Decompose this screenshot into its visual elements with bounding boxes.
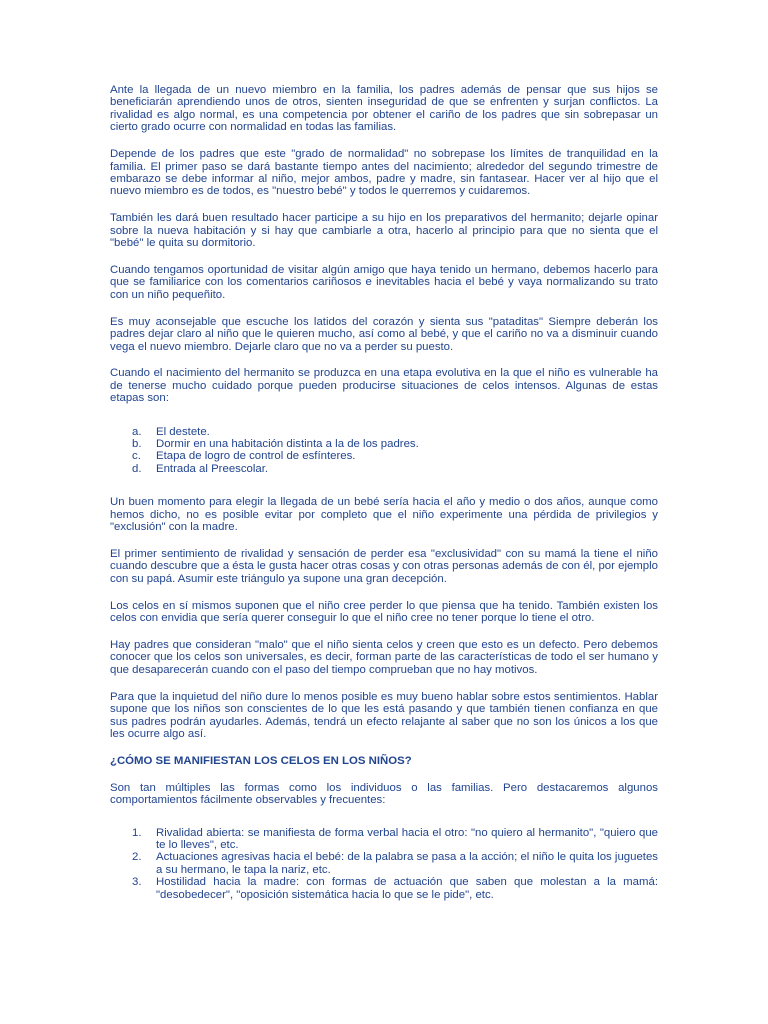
paragraph: Los celos en sí mismos suponen que el niño cree perder lo que piensa que ha tenido. También existen los celos con envidia que sería querer conseguir lo que el niño cree no tener porque lo tiene el otro. — [110, 599, 658, 625]
paragraph: Cuando tengamos oportunidad de visitar algún amigo que haya tenido un hermano, debemos hacerlo para que se familiarice con los comentarios cariñosos e inevitables hacia el bebé y vaya normalizando su trato con un niño pequeñito. — [110, 263, 658, 301]
list-marker: 2. — [132, 851, 142, 864]
list-item-text: Entrada al Preescolar. — [156, 462, 269, 475]
section-heading: ¿CÓMO SE MANIFIESTAN LOS CELOS EN LOS NIÑOS? — [110, 754, 412, 767]
list-marker: d. — [132, 462, 142, 475]
list-item — [110, 426, 658, 438]
list-marker: b. — [132, 438, 142, 451]
paragraph: Un buen momento para elegir la llegada de un bebé sería hacia el año y medio o dos años, aunque como hemos dicho, no es posible evitar por completo que el niño experimente una pérdida de privilegios y "exclusión" con la madre. — [110, 496, 658, 534]
list-item-text: Etapa de logro de control de esfínteres. — [156, 450, 356, 463]
list-item-text: Rivalidad abierta: se manifiesta de forma verbal hacia el otro: "no quiero al hermanito", "quiero que te lo lleves", etc. — [156, 826, 658, 851]
list-item-text: El destete. — [156, 425, 210, 438]
list-item-text: Hostilidad hacia la madre: con formas de actuación que saben que molestan a la mamá: "desobedecer", "oposición sistemática hacia lo que se le pide", etc. — [156, 876, 658, 901]
list-item — [110, 438, 658, 450]
list-item — [110, 876, 658, 901]
list-item — [110, 851, 658, 876]
paragraph: Para que la inquietud del niño dure lo menos posible es muy bueno hablar sobre estos sentimientos. Hablar supone que los niños son conscientes de lo que les está pasando y que también tienen confianza en que sus padres podrán ayudarles. Además, tendrá un efecto relajante al saber que no son los únicos a los que les ocurre algo así. — [110, 690, 658, 740]
paragraph: Son tan múltiples las formas como los individuos o las familias. Pero destacaremos algunos comportamientos fácilmente observables y frecuentes: — [110, 781, 658, 807]
paragraph: El primer sentimiento de rivalidad y sensación de perder esa "exclusividad" con su mamá la tiene el niño cuando descubre que a ésta le gusta hacer otras cosas y con otras personas además de con él, por ejemplo con su papá. Asumir este triángulo ya supone una gran decepción. — [110, 547, 658, 585]
list-item — [110, 463, 658, 475]
paragraph: Depende de los padres que este "grado de normalidad" no sobrepase los límites de tranquilidad en la familia. El primer paso se dará bastante tiempo antes del nacimiento; alrededor del segundo trimestre de embarazo se debe informar al niño, mejor ambos, padre y madre, sin fantasear. Hacer ver al hijo que el nuevo miembro es de todos, es "nuestro bebé" y todos le querremos y cuidaremos. — [110, 148, 658, 198]
paragraph: Es muy aconsejable que escuche los latidos del corazón y sienta sus "pataditas" Siempre deberán los padres dejar claro al niño que le quieren mucho, así como al bebé, y que el cariño no va a disminuir cuando vega el nuevo miembro. Dejarle claro que no va a perder su puesto. — [110, 315, 658, 353]
list-item-text: Dormir en una habitación distinta a la de los padres. — [156, 438, 419, 451]
behaviors-list — [110, 827, 658, 901]
paragraph: Cuando el nacimiento del hermanito se produzca en una etapa evolutiva en la que el niño es vulnerable ha de tenerse mucho cuidado porque pueden producirse situaciones de celos intensos. Algunas de estas etapas son: — [110, 367, 658, 405]
paragraph: Ante la llegada de un nuevo miembro en la familia, los padres además de pensar que sus hijos se beneficiarán aprendiendo unos de otros, sienten inseguridad de que se enfrenten y surjan conflictos. La rivalidad es algo normal, es una competencia por obtener el cariño de los padres que sin sobrepasar un cierto grado ocurre con normalidad en todas las familias. — [110, 84, 658, 134]
list-item — [110, 827, 658, 852]
list-marker: 3. — [132, 876, 142, 889]
list-item-text: Actuaciones agresivas hacia el bebé: de la palabra se pasa a la acción; el niño le quita los juguetes a su hermano, le tapa la nariz, etc. — [156, 851, 658, 876]
paragraph: También les dará buen resultado hacer participe a su hijo en los preparativos del hermanito; dejarle opinar sobre la nueva habitación y si hay que cambiarle a otra, hacerlo al principio para que no sienta que el "bebé" le quita su dormitorio. — [110, 212, 658, 250]
stages-list — [110, 426, 658, 476]
paragraph: Hay padres que consideran "malo" que el niño sienta celos y creen que esto es un defecto. Pero debemos conocer que los celos son universales, es decir, forman parte de las características de todo el ser humano y que desaparecerán cuando con el paso del tiempo comprueban que no hay motivos. — [110, 639, 658, 676]
list-marker: a. — [132, 425, 142, 438]
list-marker: 1. — [132, 826, 142, 839]
document-page — [110, 84, 658, 916]
list-item — [110, 450, 658, 462]
list-marker: c. — [132, 450, 141, 463]
